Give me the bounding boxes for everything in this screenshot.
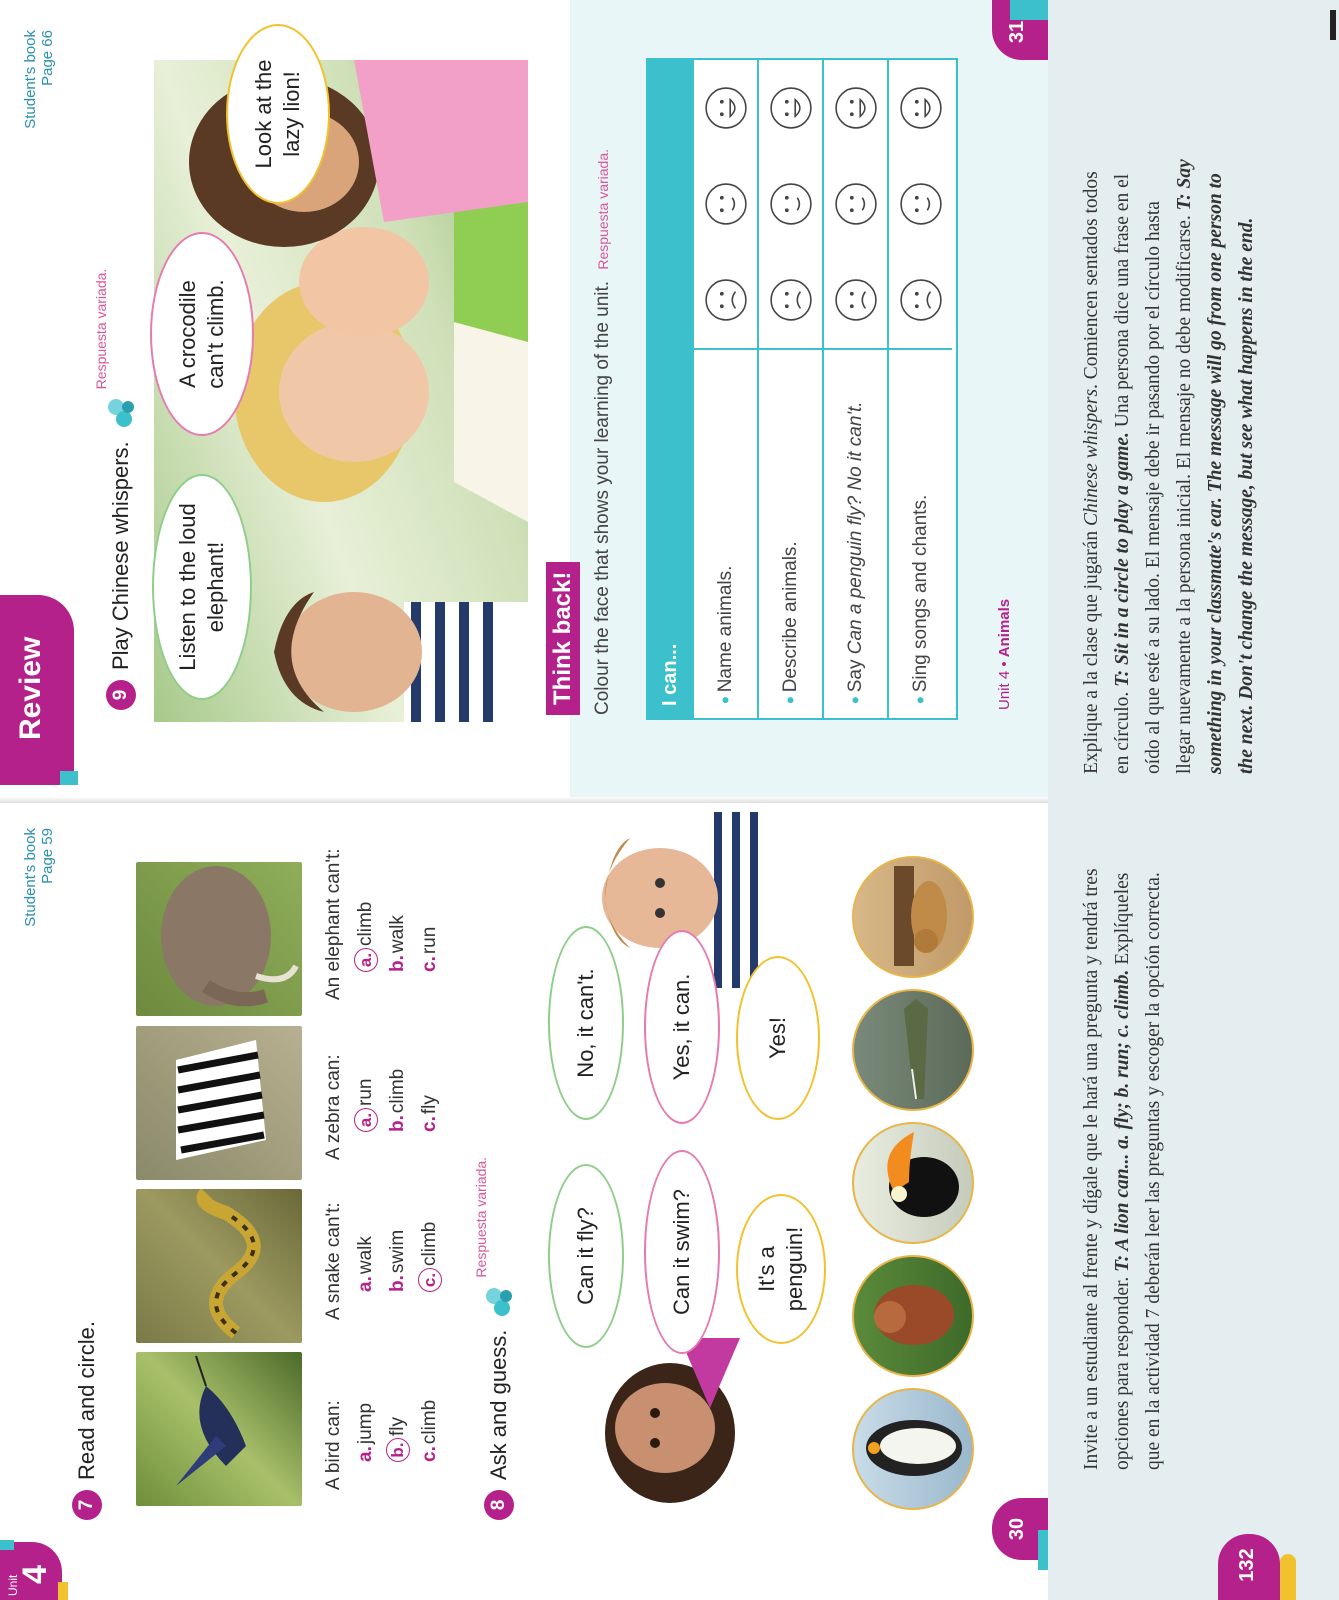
face-sad-icon[interactable] <box>834 278 878 322</box>
options-row <box>318 830 446 1490</box>
option-letter: c. <box>418 1268 442 1292</box>
think-back-instruction <box>592 149 614 715</box>
footer-title: Animals <box>996 598 1013 658</box>
option-column <box>318 830 446 1000</box>
bubble-crocodile-cant-climb: A crocodile can't climb. <box>150 232 254 436</box>
bubble-no-it-cant: No, it can't. <box>548 926 624 1120</box>
face-ok-icon[interactable] <box>704 182 748 226</box>
face-happy-icon[interactable] <box>834 86 878 130</box>
i-can-row <box>887 60 952 718</box>
bullet-icon: • <box>712 696 738 704</box>
pair-work-icon <box>482 1282 516 1320</box>
student-book-label: Student's book <box>22 828 39 927</box>
option-text: climb <box>355 901 376 946</box>
edge-marker <box>1330 10 1336 40</box>
option-letter: b. <box>386 1438 410 1462</box>
option-letter: c. <box>419 956 440 972</box>
zebra-photo <box>136 1026 302 1180</box>
i-can-row <box>757 60 822 718</box>
think-back-title: Think back! <box>546 562 580 715</box>
option-text: walk <box>355 1236 376 1275</box>
face-sad-icon[interactable] <box>899 278 943 322</box>
footer-bullet: • <box>996 661 1013 667</box>
page-number-31: 31 <box>1006 20 1028 44</box>
option-text: jump <box>355 1402 376 1445</box>
i-can-statement <box>694 348 757 718</box>
face-sad-icon[interactable] <box>704 278 748 322</box>
option-item[interactable] <box>350 830 382 1000</box>
teacher-note-right-p1: Explique a la clase que jugarán <box>1081 526 1102 774</box>
hummingbird-photo <box>136 1352 302 1506</box>
option-text: climb <box>419 1399 440 1445</box>
review-tab-teal <box>60 771 78 785</box>
student-book-ref-right <box>22 30 56 180</box>
activity-8-heading <box>473 1156 516 1520</box>
bubble-listen-loud-elephant: Listen to the loud elephant! <box>152 474 252 700</box>
option-item[interactable] <box>414 1320 446 1490</box>
option-letter: a. <box>355 1276 376 1292</box>
bubble-can-it-swim: Can it swim? <box>644 1150 720 1354</box>
unit-label: Unit <box>6 1574 20 1596</box>
activity-8-title: Ask and guess. <box>486 1329 511 1480</box>
option-letter: c. <box>419 1446 440 1462</box>
unit-tab-teal <box>0 1540 14 1550</box>
activity-7-options <box>318 830 468 1490</box>
option-column <box>318 1320 446 1490</box>
teacher-note-left-p1: Invite a un estudiante al frente y dígale que le hará una pregunta y tendrá tres opciones para responder. <box>1081 868 1133 1470</box>
face-options <box>889 60 952 348</box>
bubble-yes-it-can: Yes, it can. <box>644 930 720 1124</box>
bubble-can-it-fly: Can it fly? <box>548 1164 624 1348</box>
face-ok-icon[interactable] <box>834 182 878 226</box>
face-options <box>694 60 757 348</box>
i-can-row <box>822 60 887 718</box>
option-prompt: An elephant can't: <box>323 848 344 1000</box>
monkey-circle <box>852 1255 974 1377</box>
student-book-ref-left <box>22 828 56 978</box>
snake-photo <box>136 1189 302 1343</box>
i-can-row <box>692 60 757 718</box>
page-number-30: 30 <box>1006 1517 1028 1541</box>
option-letter: b. <box>387 1115 408 1132</box>
elephant-photo <box>136 862 302 1016</box>
option-item[interactable] <box>350 1320 382 1490</box>
pair-work-icon-9 <box>104 393 138 431</box>
option-item[interactable] <box>350 1160 382 1320</box>
guide-page-tab-yellow <box>1280 1554 1296 1600</box>
girl-photo <box>590 1338 740 1508</box>
face-happy-icon[interactable] <box>704 86 748 130</box>
i-can-text: Sing songs and chants. <box>909 494 931 693</box>
footer-unit-label: Unit 4 <box>996 670 1013 710</box>
activity-8-response-note: Respuesta variada. <box>473 1156 489 1278</box>
option-prompt: A bird can: <box>323 1400 344 1490</box>
option-text: climb <box>387 1068 408 1114</box>
option-letter: c. <box>419 1116 440 1132</box>
face-options <box>759 60 822 348</box>
activity-9-response-note: Respuesta variada. <box>93 268 109 390</box>
bullet-icon: • <box>907 696 933 704</box>
option-item[interactable] <box>350 1000 382 1160</box>
option-text: fly <box>387 1417 408 1436</box>
face-happy-icon[interactable] <box>899 86 943 130</box>
activity-7-title: Read and circle. <box>74 1321 99 1480</box>
i-can-statement <box>824 348 887 718</box>
page-number-30-teal <box>1038 1530 1048 1570</box>
option-column <box>318 1160 446 1320</box>
option-letter: a. <box>355 1446 376 1462</box>
activity-8-number: 8 <box>484 1490 514 1520</box>
option-text: fly <box>419 1095 440 1115</box>
i-can-text-italic: Can a penguin fly? No it can't. <box>844 401 866 655</box>
teacher-note-right-em: Chinese whispers <box>1081 388 1102 527</box>
student-book-label-right: Student's book <box>22 30 39 129</box>
bubble-look-lazy-lion: Look at the lazy lion! <box>226 24 330 204</box>
face-ok-icon[interactable] <box>769 182 813 226</box>
activity-7-number: 7 <box>72 1490 102 1520</box>
option-item[interactable] <box>414 1000 446 1160</box>
footer-unit <box>996 599 1013 710</box>
option-item[interactable] <box>382 1320 414 1490</box>
option-item[interactable] <box>382 1000 414 1160</box>
option-text: climb <box>419 1221 440 1266</box>
activity-9-title: Play Chinese whispers. <box>108 441 133 670</box>
think-back-instruction-text: Colour the face that shows your learning of the unit. <box>592 280 613 715</box>
toucan-circle <box>852 1122 974 1244</box>
option-prompt: A snake can't: <box>323 1202 344 1320</box>
option-letter: a. <box>354 1108 378 1132</box>
option-item[interactable] <box>414 1160 446 1320</box>
option-letter: b. <box>387 1275 408 1292</box>
gutter <box>0 797 1048 803</box>
i-can-statement <box>759 348 822 718</box>
i-can-text: Name animals. <box>714 565 736 693</box>
bubble-yes: Yes! <box>736 956 820 1120</box>
bullet-icon: • <box>842 696 868 704</box>
unit-number: 4 <box>16 1565 54 1584</box>
bubble-its-a-penguin: It's a penguin! <box>736 1194 826 1344</box>
option-item[interactable] <box>414 830 446 1000</box>
student-book-page-right: Page 66 <box>39 30 56 86</box>
option-item[interactable] <box>382 830 414 1000</box>
activity-9-number: 9 <box>106 680 136 710</box>
i-can-statement <box>889 348 952 718</box>
face-sad-icon[interactable] <box>769 278 813 322</box>
option-item[interactable] <box>382 1160 414 1320</box>
teacher-note-left <box>1076 850 1169 1470</box>
teacher-note-left-p2: T: A lion can... a. fly; b. run; c. climb. <box>1112 969 1133 1272</box>
teacher-note-right-p3: T: Sit in a circle to play a game. <box>1112 432 1133 687</box>
teacher-note-right-p5: T: Say something in your classmate's ear. The message will go from one person to the next. Don't change the message, but see what happens in the end. <box>1174 159 1257 774</box>
option-letter: b. <box>387 955 408 972</box>
activity-7-heading <box>72 1321 102 1520</box>
activity-9-heading <box>93 268 138 710</box>
student-book-page: Page 59 <box>39 828 56 884</box>
crocodile-circle <box>852 989 974 1111</box>
bullet-icon: • <box>777 696 803 704</box>
lion-circle <box>852 856 974 978</box>
think-back-response-note: Respuesta variada. <box>595 148 611 270</box>
i-can-rows <box>692 60 952 718</box>
i-can-text: Say <box>844 654 866 693</box>
face-options <box>824 60 887 348</box>
option-text: run <box>355 1078 376 1106</box>
unit-tab-yellow <box>58 1582 68 1600</box>
face-happy-icon[interactable] <box>769 86 813 130</box>
teacher-note-right-p4: Una persona dice una frase en el oído al que esté a su lado. El mensaje debe ir pasando por el círculo hasta llegar nuevamente a la persona inicial. El mensaje no debe modificarse. <box>1112 173 1195 774</box>
i-can-text: Describe animals. <box>779 541 801 693</box>
teacher-note-left-p3: Explíqueles que en la actividad 7 deberán leer las preguntas y escoger la opción correcta. <box>1112 872 1164 1470</box>
option-text: run <box>419 926 440 955</box>
i-can-header: I can... <box>648 60 692 718</box>
option-letter: a. <box>354 948 378 972</box>
option-text: walk <box>387 915 408 954</box>
face-ok-icon[interactable] <box>899 182 943 226</box>
option-prompt: A zebra can: <box>323 1054 344 1160</box>
option-text: swim <box>387 1229 408 1274</box>
teacher-note-right-p2: . Comiencen sentados todos en círculo. <box>1081 171 1133 774</box>
i-can-table <box>646 58 958 720</box>
penguin-circle <box>852 1388 974 1510</box>
guide-page-number: 132 <box>1236 1548 1258 1582</box>
review-tab-label: Review <box>14 636 47 740</box>
teacher-note-right <box>1076 154 1262 774</box>
option-column <box>318 1000 446 1160</box>
